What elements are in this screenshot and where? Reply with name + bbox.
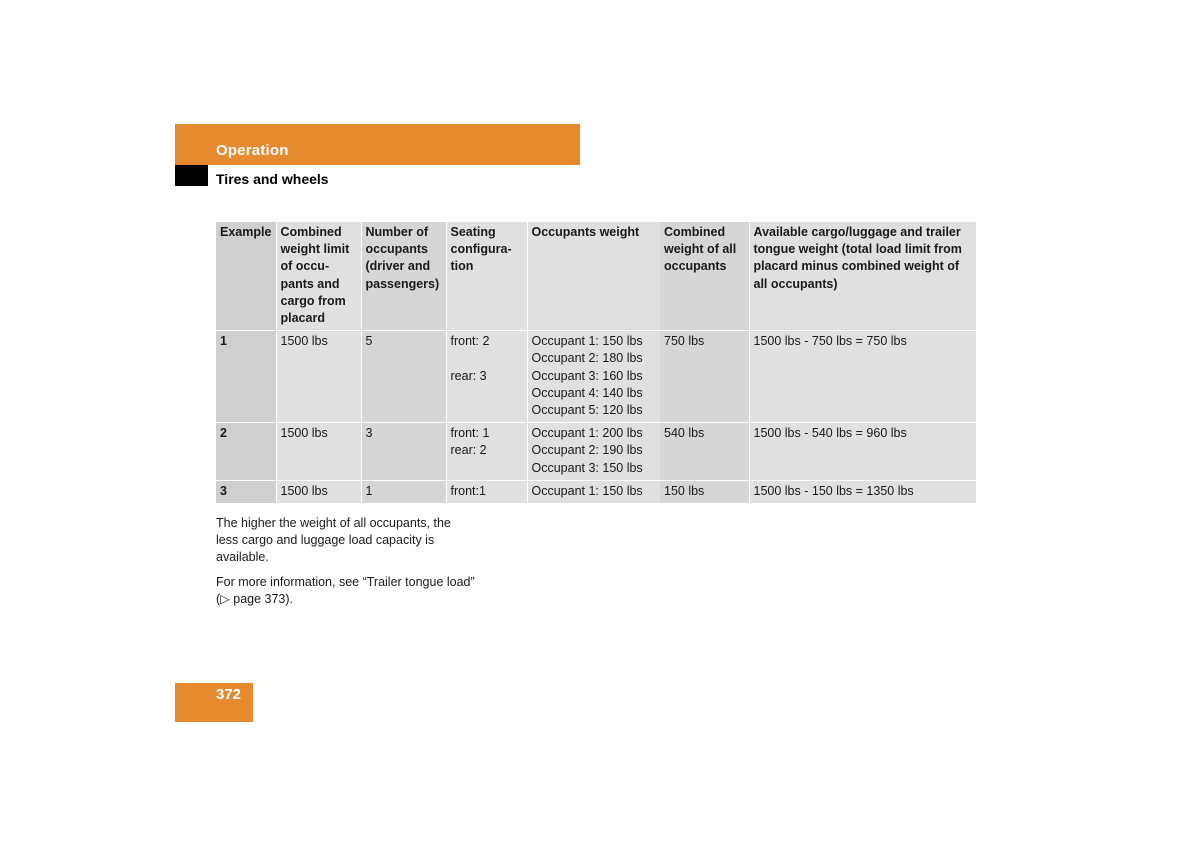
available-cargo-cell: 1500 lbs - 750 lbs = 750 lbs — [749, 331, 976, 423]
seating-cell — [446, 423, 527, 481]
table-row — [216, 423, 976, 481]
page-number: 372 — [216, 686, 242, 703]
table-header-row — [216, 222, 976, 331]
seating-spacer — [451, 350, 524, 367]
header-cell-seating — [446, 222, 527, 331]
seating-line: front: 1 — [450, 426, 490, 441]
body-paragraph-reference: For more information, see “Trailer tongue load” (▷ page 373). — [216, 575, 475, 607]
header-line: Number of — [365, 225, 428, 239]
occupant-weight-line: Occupant 1: 150 lbs — [531, 334, 643, 349]
header-line: weight of all — [664, 242, 737, 257]
seating-cell — [446, 480, 527, 503]
header-line: configura- — [450, 242, 512, 257]
weight-limit-cell: 1500 lbs — [276, 423, 361, 481]
occupants-cell: 5 — [361, 331, 446, 423]
header-line: placard — [280, 311, 325, 326]
example-cell: 3 — [216, 480, 276, 503]
header-line: Combined — [664, 225, 726, 239]
seating-line: front:1 — [450, 483, 486, 498]
section-title: Operation — [216, 142, 289, 159]
header-line: pants and — [280, 276, 340, 291]
header-line: weight limit — [280, 242, 350, 257]
example-cell: 2 — [216, 423, 276, 481]
header-line: occupants — [365, 242, 429, 257]
seating-cell — [446, 331, 527, 423]
header-line: Seating — [450, 225, 496, 239]
weight-limit-cell: 1500 lbs — [276, 480, 361, 503]
header-line: tongue weight (total load limit from — [753, 242, 962, 257]
example-cell: 1 — [216, 331, 276, 423]
occupant-weight-line: Occupant 1: 150 lbs — [531, 483, 643, 498]
occupant-weight-line: Occupant 5: 120 lbs — [531, 403, 643, 418]
header-cell-combined-weight — [660, 222, 749, 331]
load-example-table — [216, 222, 976, 504]
header-cell-occupants — [361, 222, 446, 331]
header-line: all occupants) — [753, 276, 838, 291]
occupant-weight-line: Occupant 3: 160 lbs — [531, 368, 643, 383]
header-cell-weight-limit — [276, 222, 361, 331]
available-cargo-cell: 1500 lbs - 540 lbs = 960 lbs — [749, 423, 976, 481]
header-line: Example — [220, 225, 272, 239]
header-line: Available cargo/luggage and trailer — [753, 225, 961, 239]
header-line: Combined — [280, 225, 342, 239]
occupant-weight-line: Occupant 4: 140 lbs — [531, 385, 643, 400]
available-cargo-cell: 1500 lbs - 150 lbs = 1350 lbs — [749, 480, 976, 503]
seating-line: front: 2 — [450, 334, 490, 349]
combined-weight-cell: 540 lbs — [660, 423, 749, 481]
occupant-weight-line: Occupant 3: 150 lbs — [531, 460, 643, 475]
header-line: cargo from — [280, 293, 346, 308]
combined-weight-cell: 150 lbs — [660, 480, 749, 503]
seating-line: rear: 3 — [450, 368, 487, 383]
header-line: occupants — [664, 259, 727, 274]
occupants-cell: 3 — [361, 423, 446, 481]
table-row — [216, 331, 976, 423]
page-number-box — [175, 683, 253, 722]
header-line: of occu- — [280, 259, 330, 274]
header-line: (driver and — [365, 259, 431, 274]
header-line: tion — [450, 259, 474, 274]
occupants-weight-cell — [527, 480, 660, 503]
header-line: placard minus combined weight of — [753, 259, 960, 274]
occupants-cell: 1 — [361, 480, 446, 503]
occupant-weight-line: Occupant 2: 180 lbs — [531, 351, 643, 366]
header-line: Occupants weight — [531, 225, 640, 239]
subsection-title: Tires and wheels — [216, 171, 329, 187]
occupants-weight-cell — [527, 331, 660, 423]
seating-line: rear: 2 — [450, 443, 487, 458]
body-paragraph-capacity: The higher the weight of all occupants, the less cargo and luggage load capacity is available. — [216, 516, 451, 565]
weight-limit-cell: 1500 lbs — [276, 331, 361, 423]
header-cell-available-cargo — [749, 222, 976, 331]
table-row — [216, 480, 976, 503]
section-marker-tab — [175, 165, 208, 186]
header-line: passengers) — [365, 276, 440, 291]
occupant-weight-line: Occupant 2: 190 lbs — [531, 443, 643, 458]
header-cell-example — [216, 222, 276, 331]
occupants-weight-cell — [527, 423, 660, 481]
combined-weight-cell: 750 lbs — [660, 331, 749, 423]
header-cell-occupants-weight — [527, 222, 660, 331]
occupant-weight-line: Occupant 1: 200 lbs — [531, 426, 643, 441]
